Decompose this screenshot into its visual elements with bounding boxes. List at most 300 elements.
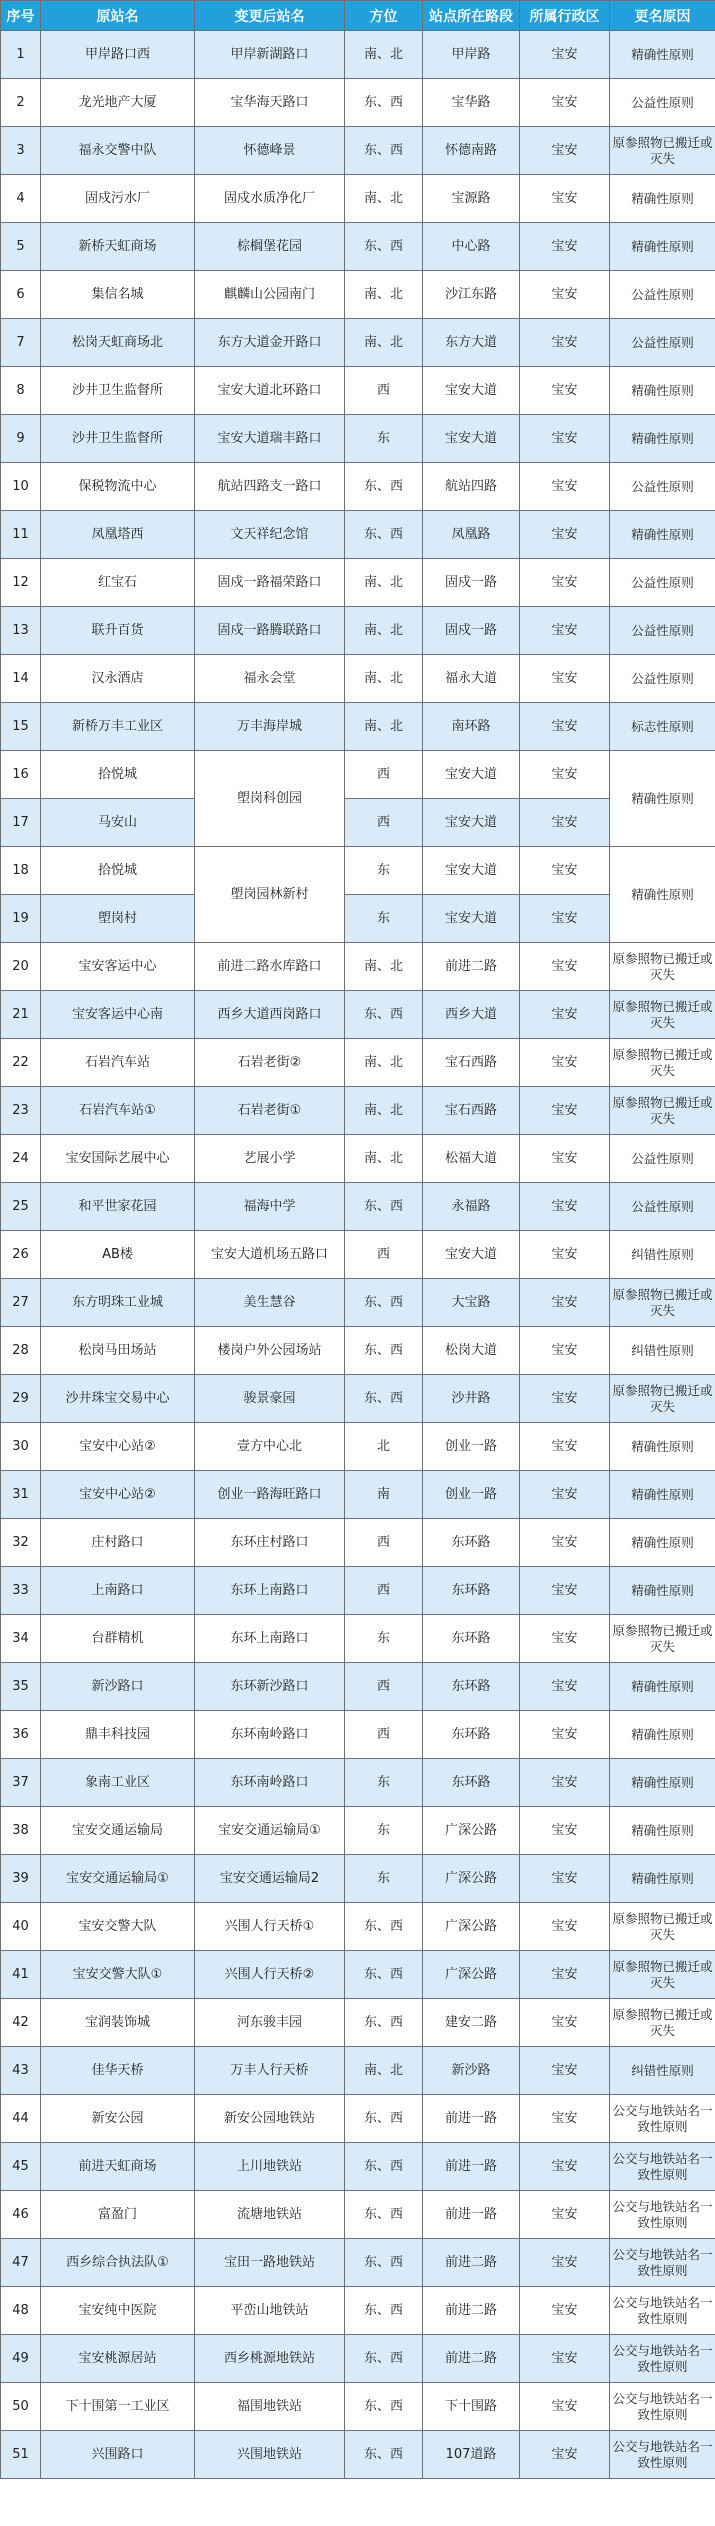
table-row bbox=[1, 1903, 715, 1951]
cell-road-section: 广深公路 bbox=[423, 1807, 520, 1855]
cell-index: 24 bbox=[1, 1135, 41, 1183]
cell-rename-reason: 原参照物已搬迁或灭失 bbox=[610, 127, 715, 175]
cell-index: 48 bbox=[1, 2287, 41, 2335]
cell-direction: 东、西 bbox=[345, 2095, 423, 2143]
cell-original-name: 宝安桃源居站 bbox=[41, 2335, 195, 2383]
header-direction: 方位 bbox=[345, 1, 423, 31]
cell-index: 41 bbox=[1, 1951, 41, 1999]
cell-rename-reason: 精确性原则 bbox=[610, 1423, 715, 1471]
cell-rename-reason: 公交与地铁站名一致性原则 bbox=[610, 2431, 715, 2479]
table-row bbox=[1, 1855, 715, 1903]
table-row bbox=[1, 2335, 715, 2383]
cell-new-name: 兴围人行天桥① bbox=[195, 1903, 345, 1951]
cell-district: 宝安 bbox=[520, 127, 610, 175]
cell-district: 宝安 bbox=[520, 1999, 610, 2047]
cell-index: 47 bbox=[1, 2239, 41, 2287]
cell-index: 27 bbox=[1, 1279, 41, 1327]
cell-district: 宝安 bbox=[520, 1567, 610, 1615]
cell-rename-reason: 原参照物已搬迁或灭失 bbox=[610, 1375, 715, 1423]
cell-direction: 东、西 bbox=[345, 2431, 423, 2479]
cell-rename-reason: 原参照物已搬迁或灭失 bbox=[610, 1279, 715, 1327]
cell-district: 宝安 bbox=[520, 1471, 610, 1519]
cell-index: 25 bbox=[1, 1183, 41, 1231]
cell-rename-reason: 精确性原则 bbox=[610, 847, 715, 943]
cell-original-name: 鼎丰科技园 bbox=[41, 1711, 195, 1759]
cell-rename-reason: 精确性原则 bbox=[610, 1663, 715, 1711]
cell-direction: 东、西 bbox=[345, 1375, 423, 1423]
table-row bbox=[1, 2143, 715, 2191]
cell-road-section: 前进二路 bbox=[423, 2335, 520, 2383]
cell-road-section: 东环路 bbox=[423, 1615, 520, 1663]
table-row bbox=[1, 1183, 715, 1231]
cell-road-section: 宝源路 bbox=[423, 175, 520, 223]
cell-original-name: 兴围路口 bbox=[41, 2431, 195, 2479]
cell-original-name: 宝安客运中心南 bbox=[41, 991, 195, 1039]
cell-rename-reason: 精确性原则 bbox=[610, 223, 715, 271]
cell-rename-reason: 原参照物已搬迁或灭失 bbox=[610, 1951, 715, 1999]
cell-new-name: 宝安交通运输局2 bbox=[195, 1855, 345, 1903]
cell-new-name: 福海中学 bbox=[195, 1183, 345, 1231]
cell-original-name: 石岩汽车站 bbox=[41, 1039, 195, 1087]
cell-direction: 南、北 bbox=[345, 1135, 423, 1183]
cell-district: 宝安 bbox=[520, 463, 610, 511]
cell-index: 1 bbox=[1, 31, 41, 79]
cell-new-name: 东环庄村路口 bbox=[195, 1519, 345, 1567]
cell-road-section: 新沙路 bbox=[423, 2047, 520, 2095]
table-row bbox=[1, 847, 715, 895]
table-row bbox=[1, 1759, 715, 1807]
cell-direction: 南、北 bbox=[345, 1039, 423, 1087]
cell-district: 宝安 bbox=[520, 2383, 610, 2431]
cell-road-section: 创业一路 bbox=[423, 1423, 520, 1471]
cell-new-name: 万丰人行天桥 bbox=[195, 2047, 345, 2095]
table-row bbox=[1, 1087, 715, 1135]
cell-direction: 南、北 bbox=[345, 607, 423, 655]
cell-rename-reason: 标志性原则 bbox=[610, 703, 715, 751]
cell-direction: 东、西 bbox=[345, 1183, 423, 1231]
cell-original-name: 象南工业区 bbox=[41, 1759, 195, 1807]
cell-original-name: 汉永酒店 bbox=[41, 655, 195, 703]
header-rename-reason: 更名原因 bbox=[610, 1, 715, 31]
cell-rename-reason: 原参照物已搬迁或灭失 bbox=[610, 1087, 715, 1135]
cell-direction: 东、西 bbox=[345, 1327, 423, 1375]
cell-original-name: 宝安国际艺展中心 bbox=[41, 1135, 195, 1183]
cell-district: 宝安 bbox=[520, 1951, 610, 1999]
header-road-section: 站点所在路段 bbox=[423, 1, 520, 31]
cell-road-section: 宝安大道 bbox=[423, 1231, 520, 1279]
cell-index: 23 bbox=[1, 1087, 41, 1135]
cell-district: 宝安 bbox=[520, 1279, 610, 1327]
cell-index: 35 bbox=[1, 1663, 41, 1711]
cell-new-name: 塱岗园林新村 bbox=[195, 847, 345, 943]
cell-original-name: AB楼 bbox=[41, 1231, 195, 1279]
cell-rename-reason: 公益性原则 bbox=[610, 79, 715, 127]
table-row bbox=[1, 319, 715, 367]
cell-direction: 东、西 bbox=[345, 223, 423, 271]
cell-district: 宝安 bbox=[520, 1039, 610, 1087]
table-row bbox=[1, 2095, 715, 2143]
cell-road-section: 宝华路 bbox=[423, 79, 520, 127]
cell-road-section: 前进一路 bbox=[423, 2143, 520, 2191]
cell-rename-reason: 公益性原则 bbox=[610, 319, 715, 367]
cell-rename-reason: 原参照物已搬迁或灭失 bbox=[610, 1615, 715, 1663]
cell-road-section: 甲岸路 bbox=[423, 31, 520, 79]
cell-rename-reason: 公益性原则 bbox=[610, 655, 715, 703]
cell-district: 宝安 bbox=[520, 1615, 610, 1663]
cell-district: 宝安 bbox=[520, 1855, 610, 1903]
cell-original-name: 松岗马田场站 bbox=[41, 1327, 195, 1375]
cell-rename-reason: 公益性原则 bbox=[610, 607, 715, 655]
cell-rename-reason: 精确性原则 bbox=[610, 1711, 715, 1759]
cell-road-section: 宝安大道 bbox=[423, 415, 520, 463]
cell-original-name: 新沙路口 bbox=[41, 1663, 195, 1711]
cell-new-name: 宝安大道北环路口 bbox=[195, 367, 345, 415]
table-row bbox=[1, 1471, 715, 1519]
cell-index: 2 bbox=[1, 79, 41, 127]
cell-new-name: 西乡大道西岗路口 bbox=[195, 991, 345, 1039]
cell-road-section: 松岗大道 bbox=[423, 1327, 520, 1375]
table-row bbox=[1, 1615, 715, 1663]
cell-road-section: 东环路 bbox=[423, 1759, 520, 1807]
cell-new-name: 东环上南路口 bbox=[195, 1567, 345, 1615]
cell-district: 宝安 bbox=[520, 319, 610, 367]
cell-original-name: 宝安纯中医院 bbox=[41, 2287, 195, 2335]
cell-original-name: 新桥天虹商场 bbox=[41, 223, 195, 271]
cell-direction: 东 bbox=[345, 1855, 423, 1903]
cell-road-section: 东环路 bbox=[423, 1567, 520, 1615]
table-row bbox=[1, 2239, 715, 2287]
table-row bbox=[1, 1039, 715, 1087]
cell-district: 宝安 bbox=[520, 2047, 610, 2095]
cell-rename-reason: 公交与地铁站名一致性原则 bbox=[610, 2143, 715, 2191]
cell-original-name: 宝安交警大队① bbox=[41, 1951, 195, 1999]
cell-road-section: 广深公路 bbox=[423, 1855, 520, 1903]
cell-road-section: 下十围路 bbox=[423, 2383, 520, 2431]
table-row bbox=[1, 1807, 715, 1855]
cell-index: 13 bbox=[1, 607, 41, 655]
cell-road-section: 前进二路 bbox=[423, 2239, 520, 2287]
cell-direction: 东、西 bbox=[345, 463, 423, 511]
table-row bbox=[1, 1279, 715, 1327]
cell-rename-reason: 原参照物已搬迁或灭失 bbox=[610, 1903, 715, 1951]
cell-district: 宝安 bbox=[520, 79, 610, 127]
cell-original-name: 庄村路口 bbox=[41, 1519, 195, 1567]
cell-original-name: 集信名城 bbox=[41, 271, 195, 319]
cell-new-name: 东环南岭路口 bbox=[195, 1711, 345, 1759]
cell-road-section: 固戍一路 bbox=[423, 607, 520, 655]
cell-road-section: 107道路 bbox=[423, 2431, 520, 2479]
cell-district: 宝安 bbox=[520, 1231, 610, 1279]
cell-index: 45 bbox=[1, 2143, 41, 2191]
cell-new-name: 东环上南路口 bbox=[195, 1615, 345, 1663]
cell-road-section: 西乡大道 bbox=[423, 991, 520, 1039]
table-row bbox=[1, 2047, 715, 2095]
cell-district: 宝安 bbox=[520, 2287, 610, 2335]
cell-new-name: 东环新沙路口 bbox=[195, 1663, 345, 1711]
cell-rename-reason: 公益性原则 bbox=[610, 271, 715, 319]
cell-index: 51 bbox=[1, 2431, 41, 2479]
header-new-name: 变更后站名 bbox=[195, 1, 345, 31]
cell-direction: 南、北 bbox=[345, 31, 423, 79]
cell-index: 4 bbox=[1, 175, 41, 223]
cell-index: 38 bbox=[1, 1807, 41, 1855]
cell-district: 宝安 bbox=[520, 751, 610, 799]
cell-original-name: 拾悦城 bbox=[41, 751, 195, 799]
cell-direction: 南 bbox=[345, 1471, 423, 1519]
cell-district: 宝安 bbox=[520, 2095, 610, 2143]
cell-rename-reason: 精确性原则 bbox=[610, 1759, 715, 1807]
cell-district: 宝安 bbox=[520, 2335, 610, 2383]
table-row bbox=[1, 1663, 715, 1711]
cell-road-section: 宝安大道 bbox=[423, 847, 520, 895]
cell-road-section: 沙井路 bbox=[423, 1375, 520, 1423]
table-row bbox=[1, 991, 715, 1039]
cell-new-name: 石岩老街② bbox=[195, 1039, 345, 1087]
table-row bbox=[1, 79, 715, 127]
cell-index: 9 bbox=[1, 415, 41, 463]
cell-district: 宝安 bbox=[520, 1135, 610, 1183]
cell-road-section: 广深公路 bbox=[423, 1951, 520, 1999]
cell-new-name: 宝华海天路口 bbox=[195, 79, 345, 127]
cell-direction: 南、北 bbox=[345, 175, 423, 223]
cell-new-name: 壹方中心北 bbox=[195, 1423, 345, 1471]
cell-road-section: 东环路 bbox=[423, 1711, 520, 1759]
cell-original-name: 前进天虹商场 bbox=[41, 2143, 195, 2191]
cell-original-name: 宝安中心站② bbox=[41, 1423, 195, 1471]
cell-district: 宝安 bbox=[520, 1663, 610, 1711]
cell-district: 宝安 bbox=[520, 847, 610, 895]
cell-index: 33 bbox=[1, 1567, 41, 1615]
cell-road-section: 南环路 bbox=[423, 703, 520, 751]
cell-direction: 西 bbox=[345, 751, 423, 799]
table-row bbox=[1, 1423, 715, 1471]
cell-road-section: 凤凰路 bbox=[423, 511, 520, 559]
cell-rename-reason: 精确性原则 bbox=[610, 1471, 715, 1519]
cell-rename-reason: 精确性原则 bbox=[610, 751, 715, 847]
cell-original-name: 石岩汽车站① bbox=[41, 1087, 195, 1135]
cell-direction: 东、西 bbox=[345, 2191, 423, 2239]
table-row bbox=[1, 607, 715, 655]
cell-road-section: 宝安大道 bbox=[423, 751, 520, 799]
cell-new-name: 兴围地铁站 bbox=[195, 2431, 345, 2479]
cell-index: 28 bbox=[1, 1327, 41, 1375]
cell-direction: 东 bbox=[345, 895, 423, 943]
cell-direction: 西 bbox=[345, 1663, 423, 1711]
cell-road-section: 宝安大道 bbox=[423, 895, 520, 943]
cell-original-name: 凤凰塔西 bbox=[41, 511, 195, 559]
cell-direction: 西 bbox=[345, 799, 423, 847]
table-row bbox=[1, 1951, 715, 1999]
cell-new-name: 美生慧谷 bbox=[195, 1279, 345, 1327]
cell-direction: 东、西 bbox=[345, 2239, 423, 2287]
cell-original-name: 甲岸路口西 bbox=[41, 31, 195, 79]
table-row bbox=[1, 895, 715, 943]
cell-new-name: 文天祥纪念馆 bbox=[195, 511, 345, 559]
table-row bbox=[1, 271, 715, 319]
cell-rename-reason: 精确性原则 bbox=[610, 175, 715, 223]
cell-rename-reason: 公交与地铁站名一致性原则 bbox=[610, 2383, 715, 2431]
cell-direction: 西 bbox=[345, 1567, 423, 1615]
cell-direction: 西 bbox=[345, 1231, 423, 1279]
cell-direction: 南、北 bbox=[345, 2047, 423, 2095]
cell-direction: 北 bbox=[345, 1423, 423, 1471]
cell-index: 29 bbox=[1, 1375, 41, 1423]
cell-district: 宝安 bbox=[520, 2143, 610, 2191]
cell-index: 12 bbox=[1, 559, 41, 607]
cell-original-name: 福永交警中队 bbox=[41, 127, 195, 175]
cell-district: 宝安 bbox=[520, 895, 610, 943]
cell-direction: 东、西 bbox=[345, 2143, 423, 2191]
table-row bbox=[1, 175, 715, 223]
table-row bbox=[1, 223, 715, 271]
table-row bbox=[1, 1375, 715, 1423]
cell-rename-reason: 公益性原则 bbox=[610, 559, 715, 607]
cell-direction: 东 bbox=[345, 847, 423, 895]
cell-road-section: 东环路 bbox=[423, 1519, 520, 1567]
cell-district: 宝安 bbox=[520, 2191, 610, 2239]
cell-original-name: 沙井卫生监督所 bbox=[41, 367, 195, 415]
cell-rename-reason: 公益性原则 bbox=[610, 463, 715, 511]
cell-new-name: 固戍一路腾联路口 bbox=[195, 607, 345, 655]
cell-original-name: 松岗天虹商场北 bbox=[41, 319, 195, 367]
cell-original-name: 下十围第一工业区 bbox=[41, 2383, 195, 2431]
table-row bbox=[1, 559, 715, 607]
table-row bbox=[1, 943, 715, 991]
cell-direction: 南、北 bbox=[345, 943, 423, 991]
cell-new-name: 福永会堂 bbox=[195, 655, 345, 703]
cell-road-section: 松福大道 bbox=[423, 1135, 520, 1183]
cell-rename-reason: 原参照物已搬迁或灭失 bbox=[610, 943, 715, 991]
table-row bbox=[1, 2191, 715, 2239]
cell-new-name: 新安公园地铁站 bbox=[195, 2095, 345, 2143]
cell-direction: 东、西 bbox=[345, 1903, 423, 1951]
cell-rename-reason: 原参照物已搬迁或灭失 bbox=[610, 1999, 715, 2047]
cell-new-name: 棕榈堡花园 bbox=[195, 223, 345, 271]
cell-index: 10 bbox=[1, 463, 41, 511]
cell-direction: 南、北 bbox=[345, 559, 423, 607]
table-row bbox=[1, 2287, 715, 2335]
cell-new-name: 艺展小学 bbox=[195, 1135, 345, 1183]
cell-original-name: 东方明珠工业城 bbox=[41, 1279, 195, 1327]
cell-district: 宝安 bbox=[520, 559, 610, 607]
cell-index: 32 bbox=[1, 1519, 41, 1567]
cell-rename-reason: 纠错性原则 bbox=[610, 2047, 715, 2095]
cell-new-name: 兴围人行天桥② bbox=[195, 1951, 345, 1999]
cell-rename-reason: 纠错性原则 bbox=[610, 1231, 715, 1279]
cell-original-name: 宝润装饰城 bbox=[41, 1999, 195, 2047]
cell-index: 14 bbox=[1, 655, 41, 703]
cell-new-name: 甲岸新湖路口 bbox=[195, 31, 345, 79]
cell-district: 宝安 bbox=[520, 175, 610, 223]
cell-index: 34 bbox=[1, 1615, 41, 1663]
cell-index: 44 bbox=[1, 2095, 41, 2143]
table-row bbox=[1, 1519, 715, 1567]
cell-rename-reason: 公益性原则 bbox=[610, 1183, 715, 1231]
cell-new-name: 福围地铁站 bbox=[195, 2383, 345, 2431]
cell-road-section: 前进一路 bbox=[423, 2191, 520, 2239]
cell-index: 17 bbox=[1, 799, 41, 847]
table-row bbox=[1, 2431, 715, 2479]
cell-new-name: 流塘地铁站 bbox=[195, 2191, 345, 2239]
cell-new-name: 航站四路支一路口 bbox=[195, 463, 345, 511]
cell-rename-reason: 公益性原则 bbox=[610, 1135, 715, 1183]
cell-original-name: 联升百货 bbox=[41, 607, 195, 655]
cell-direction: 东 bbox=[345, 1807, 423, 1855]
table-row bbox=[1, 31, 715, 79]
cell-road-section: 建安二路 bbox=[423, 1999, 520, 2047]
table-row bbox=[1, 511, 715, 559]
cell-road-section: 航站四路 bbox=[423, 463, 520, 511]
cell-district: 宝安 bbox=[520, 1759, 610, 1807]
cell-district: 宝安 bbox=[520, 799, 610, 847]
table-row bbox=[1, 703, 715, 751]
cell-index: 37 bbox=[1, 1759, 41, 1807]
cell-index: 3 bbox=[1, 127, 41, 175]
cell-original-name: 台群精机 bbox=[41, 1615, 195, 1663]
cell-direction: 南、北 bbox=[345, 655, 423, 703]
cell-road-section: 福永大道 bbox=[423, 655, 520, 703]
cell-original-name: 新安公园 bbox=[41, 2095, 195, 2143]
table-row bbox=[1, 799, 715, 847]
cell-original-name: 佳华天桥 bbox=[41, 2047, 195, 2095]
cell-original-name: 西乡综合执法队① bbox=[41, 2239, 195, 2287]
table-row bbox=[1, 2383, 715, 2431]
cell-district: 宝安 bbox=[520, 1807, 610, 1855]
cell-new-name: 宝安交通运输局① bbox=[195, 1807, 345, 1855]
cell-rename-reason: 公交与地铁站名一致性原则 bbox=[610, 2335, 715, 2383]
cell-original-name: 沙井卫生监督所 bbox=[41, 415, 195, 463]
table-row bbox=[1, 127, 715, 175]
cell-index: 40 bbox=[1, 1903, 41, 1951]
cell-road-section: 宝安大道 bbox=[423, 367, 520, 415]
cell-rename-reason: 公交与地铁站名一致性原则 bbox=[610, 2239, 715, 2287]
cell-original-name: 红宝石 bbox=[41, 559, 195, 607]
cell-district: 宝安 bbox=[520, 991, 610, 1039]
cell-index: 16 bbox=[1, 751, 41, 799]
cell-direction: 东、西 bbox=[345, 79, 423, 127]
cell-direction: 南、北 bbox=[345, 271, 423, 319]
cell-rename-reason: 公交与地铁站名一致性原则 bbox=[610, 2191, 715, 2239]
table-row bbox=[1, 751, 715, 799]
cell-index: 22 bbox=[1, 1039, 41, 1087]
cell-road-section: 宝石西路 bbox=[423, 1039, 520, 1087]
cell-district: 宝安 bbox=[520, 1519, 610, 1567]
cell-rename-reason: 精确性原则 bbox=[610, 415, 715, 463]
cell-district: 宝安 bbox=[520, 2239, 610, 2287]
table-row bbox=[1, 367, 715, 415]
cell-district: 宝安 bbox=[520, 511, 610, 559]
cell-new-name: 西乡桃源地铁站 bbox=[195, 2335, 345, 2383]
cell-district: 宝安 bbox=[520, 415, 610, 463]
cell-index: 6 bbox=[1, 271, 41, 319]
cell-rename-reason: 精确性原则 bbox=[610, 31, 715, 79]
cell-new-name: 万丰海岸城 bbox=[195, 703, 345, 751]
header-index: 序号 bbox=[1, 1, 41, 31]
cell-district: 宝安 bbox=[520, 1327, 610, 1375]
cell-original-name: 上南路口 bbox=[41, 1567, 195, 1615]
cell-rename-reason: 纠错性原则 bbox=[610, 1327, 715, 1375]
cell-rename-reason: 精确性原则 bbox=[610, 1807, 715, 1855]
cell-road-section: 创业一路 bbox=[423, 1471, 520, 1519]
table-row bbox=[1, 655, 715, 703]
cell-original-name: 新桥万丰工业区 bbox=[41, 703, 195, 751]
cell-rename-reason: 精确性原则 bbox=[610, 1567, 715, 1615]
cell-original-name: 宝安交通运输局① bbox=[41, 1855, 195, 1903]
cell-new-name: 宝田一路地铁站 bbox=[195, 2239, 345, 2287]
cell-original-name: 保税物流中心 bbox=[41, 463, 195, 511]
cell-index: 11 bbox=[1, 511, 41, 559]
cell-index: 19 bbox=[1, 895, 41, 943]
